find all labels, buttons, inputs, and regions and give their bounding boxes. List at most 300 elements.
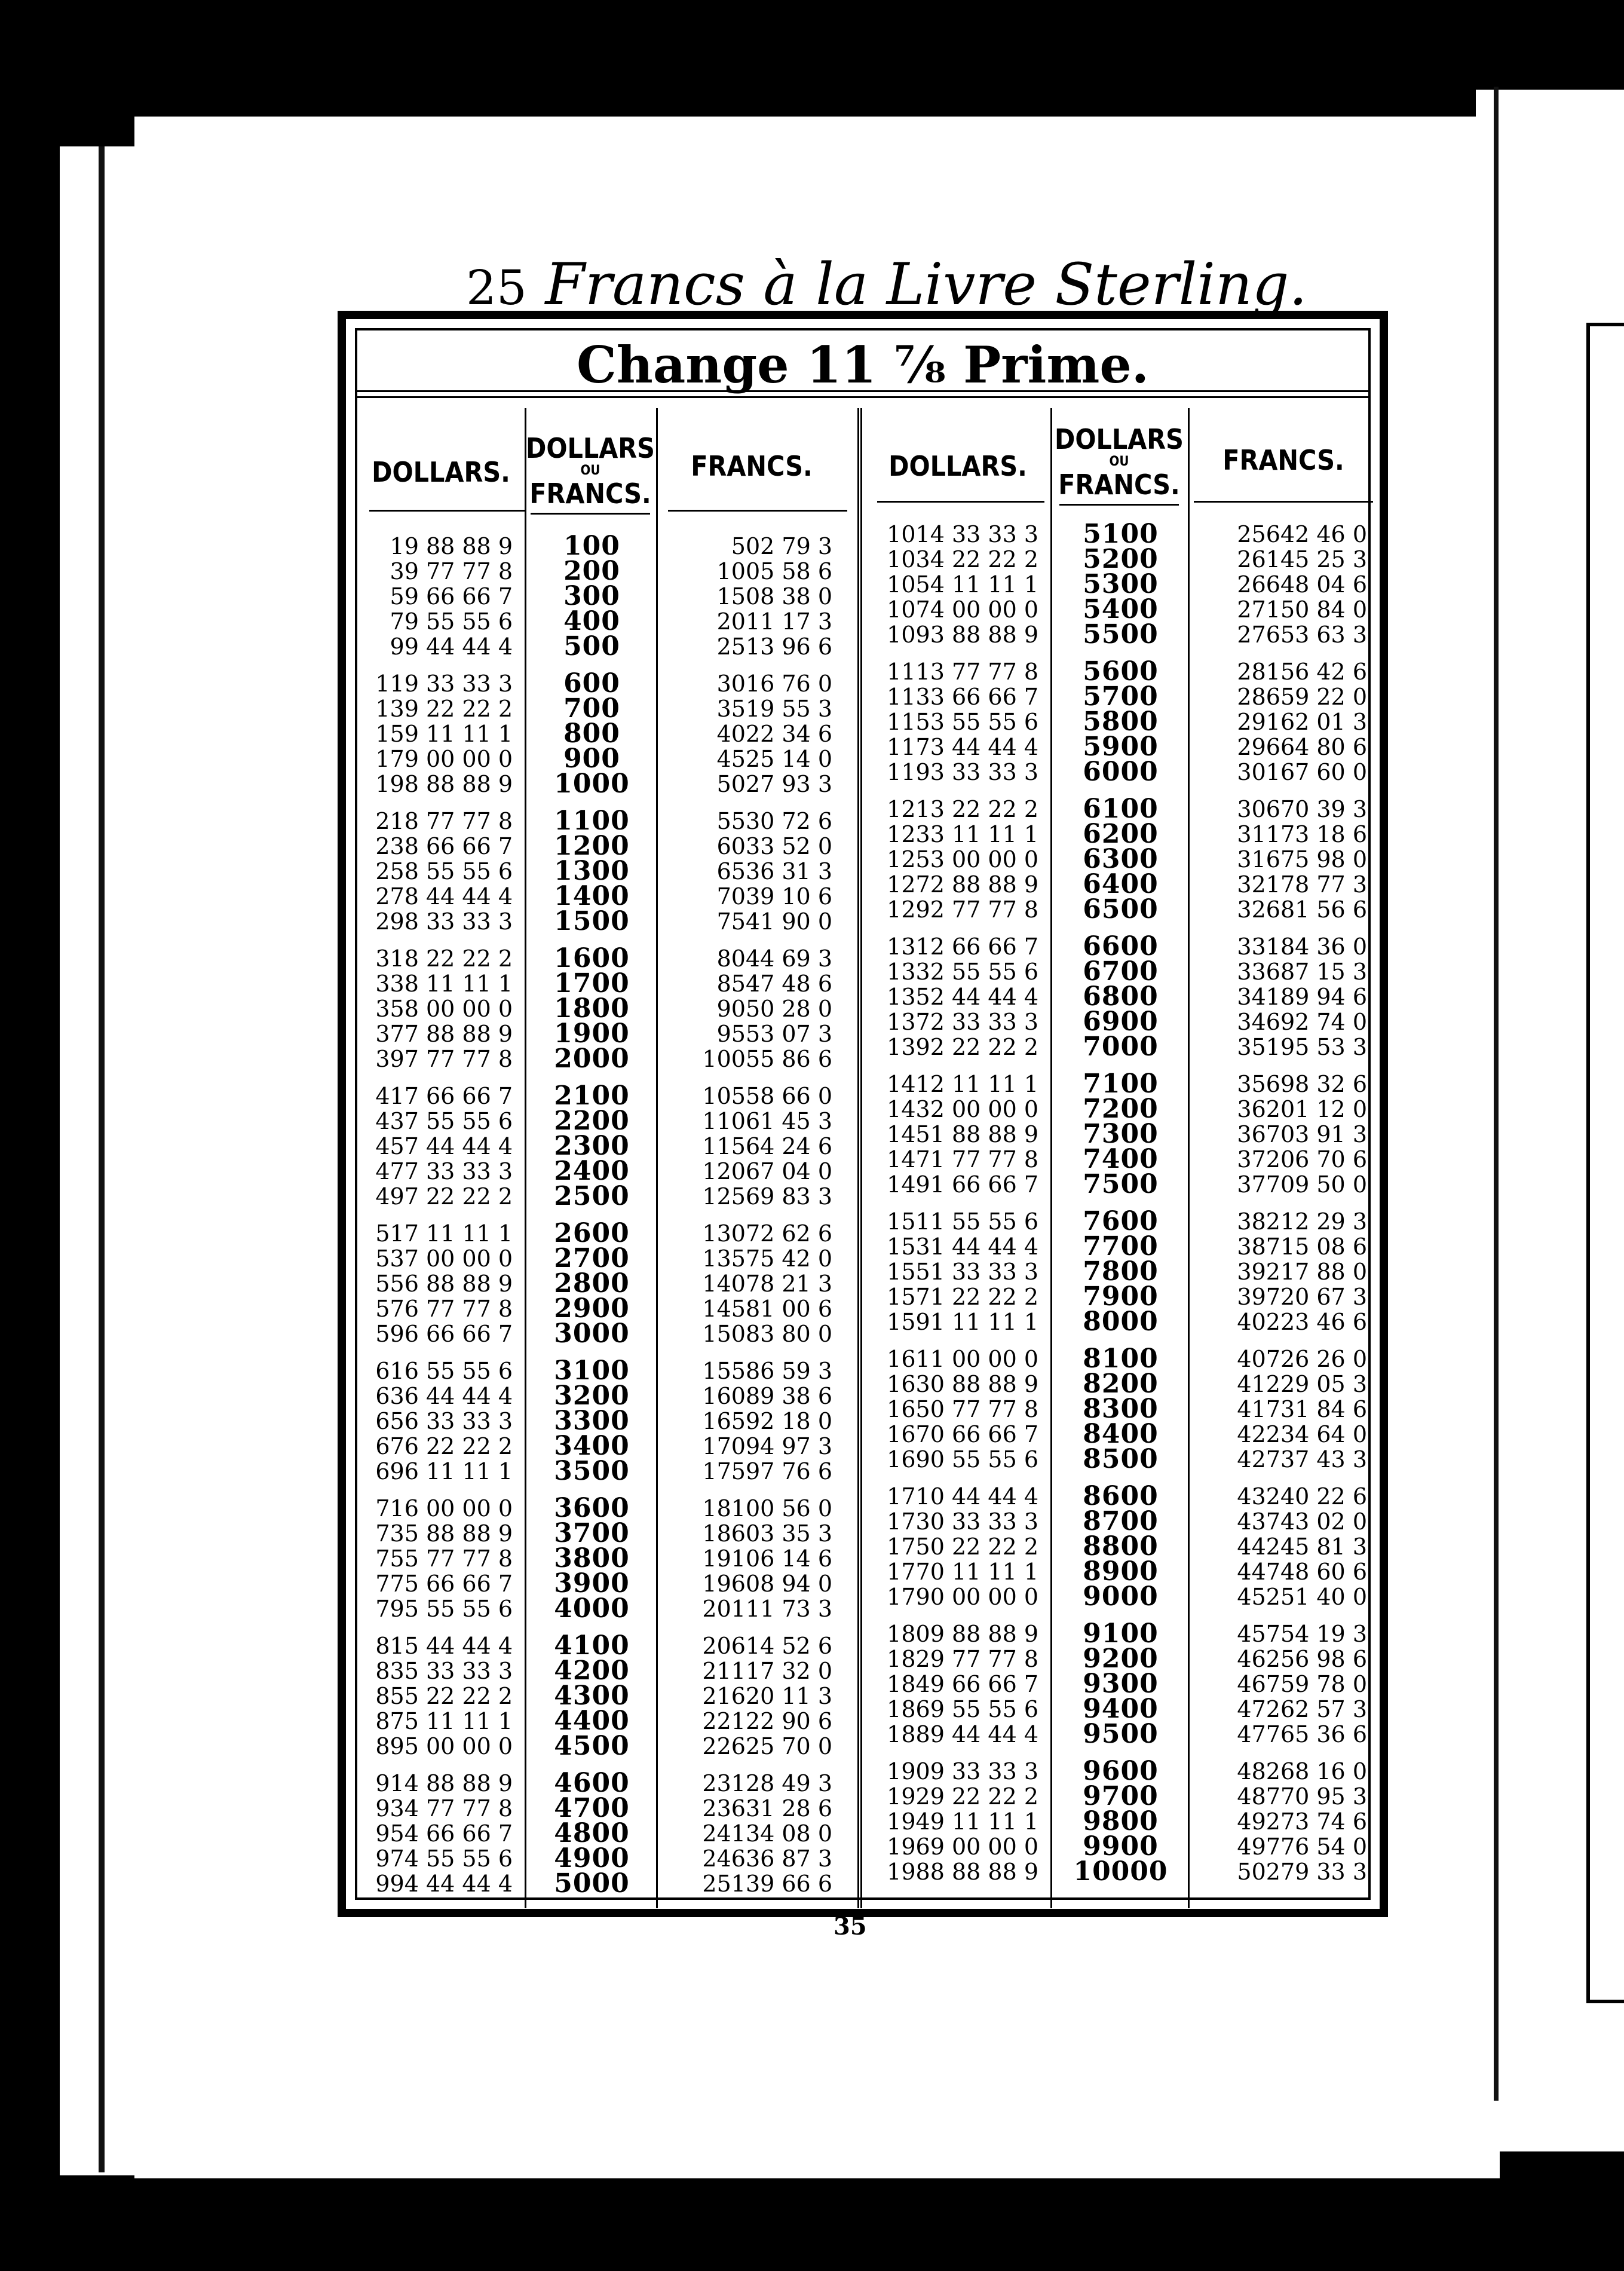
cell-value: 9500	[1083, 1719, 1159, 1749]
cell-value: 1213 22 22 2	[887, 796, 1038, 822]
table-cell	[1191, 572, 1367, 597]
cell-value: 30167 60 0	[1237, 759, 1367, 785]
cell-value: 5100	[1083, 519, 1159, 549]
table-cell	[662, 1109, 832, 1134]
table-cell	[369, 809, 513, 834]
cell-value: 1611 00 00 0	[887, 1346, 1038, 1372]
cell-value: 1670 66 66 7	[887, 1421, 1038, 1447]
table-cell	[662, 1184, 832, 1209]
table-cell	[871, 1097, 1038, 1122]
table-cell	[1053, 1581, 1188, 1612]
table-cell	[662, 834, 832, 859]
table-cell	[662, 1384, 832, 1409]
cell-value: 5200	[1083, 544, 1159, 574]
table-cell	[528, 1768, 656, 1798]
header-dollars-label: DOLLARS	[526, 432, 655, 464]
cell-value: 895 00 00 0	[375, 1733, 513, 1759]
table-cell	[662, 1159, 832, 1184]
cell-value: 1412 11 11 1	[887, 1071, 1038, 1097]
cell-value: 100	[563, 531, 620, 561]
cell-value: 974 55 55 6	[375, 1845, 513, 1872]
cell-value: 3700	[554, 1518, 630, 1548]
cell-value: 27150 84 0	[1237, 596, 1367, 623]
cell-value: 400	[563, 606, 620, 636]
table-cell	[1053, 519, 1188, 549]
cell-value: 5300	[1083, 569, 1159, 599]
table-cell	[528, 556, 656, 586]
table-cell	[1191, 984, 1367, 1009]
table-cell	[871, 959, 1038, 984]
table-cell	[871, 1784, 1038, 1809]
cell-value: 26648 04 6	[1237, 571, 1367, 598]
table-cell	[528, 531, 656, 561]
cell-value: 24134 08 0	[702, 1820, 832, 1847]
table-cell	[1053, 1506, 1188, 1537]
cell-value: 7400	[1083, 1144, 1159, 1174]
table-cell	[871, 760, 1038, 785]
table-cell	[871, 984, 1038, 1009]
table-cell	[1191, 684, 1367, 709]
cell-value: 5500	[1083, 619, 1159, 650]
cell-value: 4000	[554, 1593, 630, 1624]
cell-value: 6200	[1083, 819, 1159, 849]
table-cell	[528, 993, 656, 1024]
table-cell	[528, 1456, 656, 1486]
cell-value: 795 55 55 6	[375, 1596, 513, 1622]
table-cell	[1053, 956, 1188, 987]
cell-value: 2011 17 3	[716, 608, 832, 635]
cell-value: 7900	[1083, 1281, 1159, 1312]
table-cell	[1053, 656, 1188, 687]
table-cell	[369, 534, 513, 559]
cell-value: 900	[563, 743, 620, 774]
table-cell	[369, 1046, 513, 1072]
cell-value: 700	[563, 693, 620, 724]
cell-value: 13072 62 6	[702, 1220, 832, 1247]
cell-value: 35698 32 6	[1237, 1071, 1367, 1097]
cell-value: 8700	[1083, 1506, 1159, 1537]
table-cell	[528, 693, 656, 724]
cell-value: 32681 56 6	[1237, 896, 1367, 923]
cell-value: 6500	[1083, 894, 1159, 925]
cell-value: 31675 98 0	[1237, 846, 1367, 873]
cell-value: 6300	[1083, 844, 1159, 874]
table-cell	[1191, 1834, 1367, 1859]
table-cell	[369, 971, 513, 996]
table-cell	[1053, 819, 1188, 849]
cell-value: 9300	[1083, 1669, 1159, 1699]
table-cell	[871, 1834, 1038, 1859]
column-dollars-right	[871, 522, 1038, 1896]
title-rule-2	[357, 396, 1368, 398]
cell-value: 46759 78 0	[1237, 1671, 1367, 1697]
table-cell	[528, 1706, 656, 1736]
table-cell	[871, 1672, 1038, 1697]
cell-value: 7700	[1083, 1231, 1159, 1262]
cell-value: 457 44 44 4	[375, 1133, 513, 1159]
header-rule	[1194, 501, 1373, 503]
cell-value: 35195 53 3	[1237, 1034, 1367, 1060]
cell-value: 6100	[1083, 794, 1159, 824]
table-cell	[662, 1271, 832, 1296]
table-cell	[871, 1722, 1038, 1747]
table-cell	[1191, 1672, 1367, 1697]
cell-value: 7500	[1083, 1169, 1159, 1199]
table-title: Change 11 ⅞ Prime.	[576, 335, 1150, 394]
header-dollars-ou-francs-right	[1050, 423, 1188, 501]
cell-value: 6400	[1083, 869, 1159, 899]
table-cell	[871, 1234, 1038, 1259]
table-cell	[662, 772, 832, 797]
cell-value: 656 33 33 3	[375, 1408, 513, 1434]
table-cell	[369, 1658, 513, 1684]
spine-line	[1494, 87, 1499, 2101]
cell-value: 198 88 88 9	[375, 771, 513, 797]
header-rule	[531, 513, 650, 515]
cell-value: 10000	[1073, 1856, 1168, 1887]
cell-value: 1770 11 11 1	[887, 1559, 1038, 1585]
cell-value: 3600	[554, 1493, 630, 1523]
table-cell	[1191, 622, 1367, 647]
cell-value: 1173 44 44 4	[887, 734, 1038, 760]
table-cell	[528, 1543, 656, 1574]
cell-value: 1133 66 66 7	[887, 684, 1038, 710]
cell-value: 1690 55 55 6	[887, 1446, 1038, 1473]
table-cell	[528, 1568, 656, 1599]
cell-value: 49273 74 6	[1237, 1808, 1367, 1835]
cell-value: 537 00 00 0	[375, 1245, 513, 1272]
table-cell	[1191, 597, 1367, 622]
table-cell	[662, 634, 832, 659]
table-cell	[1191, 1209, 1367, 1234]
table-cell	[871, 1534, 1038, 1559]
cell-value: 1392 22 22 2	[887, 1034, 1038, 1060]
table-cell	[1191, 1035, 1367, 1060]
cell-value: 50279 33 3	[1237, 1859, 1367, 1885]
cell-value: 119 33 33 3	[375, 671, 513, 697]
cell-value: 16592 18 0	[702, 1408, 832, 1434]
cell-value: 676 22 22 2	[375, 1433, 513, 1459]
page-number: 35	[834, 1912, 867, 1941]
cell-value: 1153 55 55 6	[887, 709, 1038, 735]
cell-value: 6033 52 0	[716, 833, 832, 859]
table-cell	[528, 1293, 656, 1324]
table-cell	[528, 718, 656, 749]
header-dollars-right: DOLLARS.	[888, 450, 1027, 482]
cell-value: 1900	[554, 1018, 630, 1049]
cell-value: 775 66 66 7	[375, 1571, 513, 1597]
cell-value: 18100 56 0	[702, 1495, 832, 1522]
header-ou-label: OU	[1109, 454, 1129, 469]
cell-value: 437 55 55 6	[375, 1108, 513, 1134]
cell-value: 45754 19 3	[1237, 1621, 1367, 1647]
table	[355, 328, 1371, 1900]
cell-value: 41731 84 6	[1237, 1396, 1367, 1422]
table-cell	[871, 734, 1038, 760]
table-cell	[528, 943, 656, 974]
table-cell	[871, 522, 1038, 547]
cell-value: 27653 63 3	[1237, 622, 1367, 648]
cell-value: 1372 33 33 3	[887, 1009, 1038, 1035]
cell-value: 36201 12 0	[1237, 1096, 1367, 1122]
cell-value: 48770 95 3	[1237, 1783, 1367, 1810]
header-dollars-label: DOLLARS	[1055, 423, 1184, 455]
cell-value: 1929 22 22 2	[887, 1783, 1038, 1810]
cell-value: 11564 24 6	[702, 1133, 832, 1159]
cell-value: 29162 01 3	[1237, 709, 1367, 735]
cell-value: 1710 44 44 4	[887, 1483, 1038, 1510]
cell-value: 43240 22 6	[1237, 1483, 1367, 1510]
column-rule	[656, 408, 658, 1908]
table-cell	[871, 1584, 1038, 1609]
cell-value: 48268 16 0	[1237, 1758, 1367, 1785]
table-cell	[1191, 1097, 1367, 1122]
cell-value: 4525 14 0	[716, 746, 832, 772]
cell-value: 1591 11 11 1	[887, 1309, 1038, 1335]
table-cell	[871, 1759, 1038, 1784]
center-double-rule	[857, 408, 862, 1908]
table-cell	[528, 1431, 656, 1461]
table-cell	[369, 1109, 513, 1134]
table-cell	[1053, 1006, 1188, 1037]
table-cell	[1053, 544, 1188, 574]
cell-value: 1988 88 88 9	[887, 1859, 1038, 1885]
table-cell	[1053, 1094, 1188, 1124]
cell-value: 12067 04 0	[702, 1158, 832, 1185]
table-cell	[871, 572, 1038, 597]
column-rule	[1050, 408, 1052, 1908]
table-cell	[369, 1358, 513, 1384]
cell-value: 23128 49 3	[702, 1770, 832, 1796]
table-cell	[1191, 1422, 1367, 1447]
cell-value: 1630 88 88 9	[887, 1371, 1038, 1397]
table-cell	[369, 671, 513, 696]
table-cell	[871, 1284, 1038, 1309]
table-cell	[871, 1646, 1038, 1672]
heading-number: 25	[466, 260, 527, 316]
cell-value: 6700	[1083, 956, 1159, 987]
table-cell	[871, 659, 1038, 684]
table-cell	[369, 1159, 513, 1184]
cell-value: 17597 76 6	[702, 1458, 832, 1485]
cell-value: 22122 90 6	[702, 1708, 832, 1734]
table-cell	[1053, 1643, 1188, 1674]
column-rule	[525, 408, 526, 1908]
table-cell	[369, 746, 513, 772]
cell-value: 23631 28 6	[702, 1795, 832, 1822]
cell-value: 1200	[554, 831, 630, 861]
cell-value: 4600	[554, 1768, 630, 1798]
cell-value: 79 55 55 6	[390, 608, 513, 635]
table-cell	[662, 1658, 832, 1684]
table-cell	[528, 881, 656, 911]
table-cell	[369, 559, 513, 584]
cell-value: 5600	[1083, 656, 1159, 687]
table-cell	[528, 668, 656, 699]
cell-value: 218 77 77 8	[375, 808, 513, 834]
header-ou-label: OU	[580, 463, 600, 478]
table-cell	[1053, 757, 1188, 787]
table-cell	[1053, 844, 1188, 874]
cell-value: 800	[563, 718, 620, 749]
table-cell	[871, 1397, 1038, 1422]
cell-value: 6600	[1083, 931, 1159, 962]
table-cell	[528, 968, 656, 999]
table-cell	[528, 806, 656, 836]
table-cell	[528, 1655, 656, 1686]
table-cell	[662, 1871, 832, 1896]
table-cell	[871, 797, 1038, 822]
table-cell	[369, 1459, 513, 1484]
table-cell	[871, 684, 1038, 709]
table-cell	[528, 581, 656, 611]
cell-value: 2900	[554, 1293, 630, 1324]
cell-value: 7039 10 6	[716, 883, 832, 910]
table-cell	[871, 1147, 1038, 1172]
cell-value: 377 88 88 9	[375, 1021, 513, 1047]
table-cell	[369, 634, 513, 659]
cell-value: 5700	[1083, 681, 1159, 712]
table-cell	[662, 1846, 832, 1871]
table-cell	[662, 909, 832, 934]
column-francs-left	[662, 534, 832, 1908]
cell-value: 8200	[1083, 1369, 1159, 1399]
column-francs-right	[1191, 522, 1367, 1896]
table-cell	[662, 671, 832, 696]
cell-value: 37709 50 0	[1237, 1171, 1367, 1198]
cell-value: 99 44 44 4	[390, 633, 513, 660]
table-cell	[871, 1621, 1038, 1646]
cell-value: 28659 22 0	[1237, 684, 1367, 710]
table-cell	[1053, 1531, 1188, 1562]
table-cell	[369, 859, 513, 884]
table-cell	[1191, 1284, 1367, 1309]
table-cell	[1053, 1306, 1188, 1337]
cell-value: 9050 28 0	[716, 996, 832, 1022]
cell-value: 497 22 22 2	[375, 1183, 513, 1210]
table-cell	[1191, 1372, 1367, 1397]
cell-value: 22625 70 0	[702, 1733, 832, 1759]
cell-value: 38715 08 6	[1237, 1234, 1367, 1260]
cell-value: 500	[563, 631, 620, 662]
cell-value: 49776 54 0	[1237, 1834, 1367, 1860]
table-cell	[1053, 1856, 1188, 1887]
table-cell	[871, 1259, 1038, 1284]
cell-value: 34189 94 6	[1237, 984, 1367, 1010]
table-cell	[1191, 1234, 1367, 1259]
table-cell	[1191, 1147, 1367, 1172]
cell-value: 5400	[1083, 594, 1159, 625]
table-cell	[662, 946, 832, 971]
cell-value: 1100	[554, 806, 630, 836]
cell-value: 8547 48 6	[716, 971, 832, 997]
table-cell	[662, 1246, 832, 1271]
table-cell	[528, 1018, 656, 1049]
cell-value: 1730 33 33 3	[887, 1508, 1038, 1535]
table-cell	[662, 859, 832, 884]
cell-value: 1451 88 88 9	[887, 1121, 1038, 1147]
table-cell	[662, 1546, 832, 1571]
header-rule	[668, 510, 847, 512]
table-cell	[1053, 1394, 1188, 1424]
cell-value: 278 44 44 4	[375, 883, 513, 910]
table-cell	[871, 1372, 1038, 1397]
cell-value: 258 55 55 6	[375, 858, 513, 884]
cell-value: 21620 11 3	[702, 1683, 832, 1709]
header-rule	[877, 501, 1044, 503]
cell-value: 2400	[554, 1156, 630, 1186]
cell-value: 33687 15 3	[1237, 959, 1367, 985]
table-cell	[1053, 1618, 1188, 1649]
cell-value: 8500	[1083, 1444, 1159, 1474]
table-cell	[871, 1035, 1038, 1060]
cell-value: 4400	[554, 1706, 630, 1736]
table-cell	[1053, 1169, 1188, 1199]
cell-value: 1233 11 11 1	[887, 821, 1038, 847]
table-cell	[1191, 1122, 1367, 1147]
table-cell	[871, 1447, 1038, 1472]
cell-value: 200	[563, 556, 620, 586]
column-dollars-left	[369, 534, 513, 1908]
table-cell	[871, 709, 1038, 734]
table-cell	[662, 1409, 832, 1434]
cell-value: 9700	[1083, 1781, 1159, 1811]
table-cell	[1053, 1032, 1188, 1062]
table-cell	[1053, 1831, 1188, 1862]
table-cell	[369, 1321, 513, 1346]
table-cell	[528, 1218, 656, 1248]
cell-value: 4700	[554, 1793, 630, 1823]
cell-value: 994 44 44 4	[375, 1871, 513, 1897]
header-dollars-ou-francs-left	[525, 432, 656, 510]
table-cell	[369, 1734, 513, 1759]
table-cell	[1191, 1346, 1367, 1372]
cell-value: 338 11 11 1	[375, 971, 513, 997]
table-cell	[871, 622, 1038, 647]
cell-value: 1909 33 33 3	[887, 1758, 1038, 1785]
table-cell	[662, 1021, 832, 1046]
table-cell	[528, 831, 656, 861]
table-cell	[1191, 522, 1367, 547]
cell-value: 3400	[554, 1431, 630, 1461]
cell-value: 600	[563, 668, 620, 699]
table-cell	[662, 1734, 832, 1759]
table-cell	[369, 1134, 513, 1159]
table-cell	[1191, 1534, 1367, 1559]
cell-value: 3200	[554, 1381, 630, 1411]
table-cell	[662, 809, 832, 834]
table-cell	[871, 597, 1038, 622]
table-cell	[1053, 1281, 1188, 1312]
cell-value: 1500	[554, 906, 630, 936]
cell-value: 1193 33 33 3	[887, 759, 1038, 785]
table-cell	[662, 1459, 832, 1484]
cell-value: 6800	[1083, 981, 1159, 1012]
table-cell	[1191, 1172, 1367, 1197]
cell-value: 1093 88 88 9	[887, 622, 1038, 648]
table-cell	[1053, 931, 1188, 962]
cell-value: 38212 29 3	[1237, 1208, 1367, 1235]
cell-value: 1432 00 00 0	[887, 1096, 1038, 1122]
table-cell	[1053, 734, 1188, 760]
cell-value: 5800	[1083, 706, 1159, 737]
table-cell	[369, 1771, 513, 1796]
table-cell	[1053, 894, 1188, 925]
cell-value: 40726 26 0	[1237, 1346, 1367, 1372]
cell-value: 19608 94 0	[702, 1571, 832, 1597]
cell-value: 13575 42 0	[702, 1245, 832, 1272]
cell-value: 1300	[554, 856, 630, 886]
